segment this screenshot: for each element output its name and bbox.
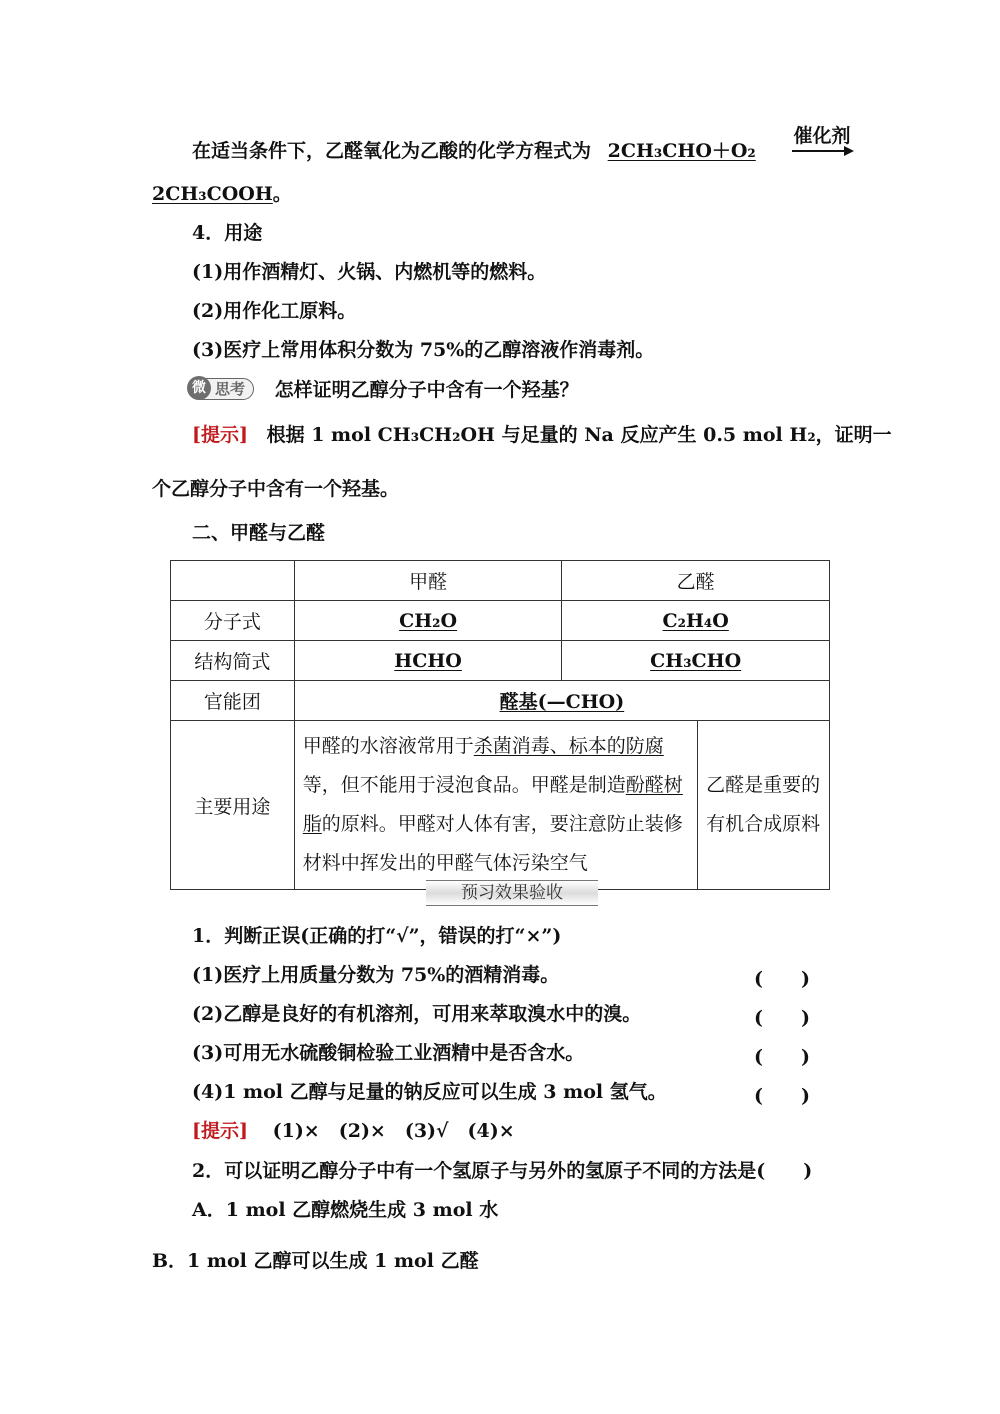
tip-label: [提示] xyxy=(192,1120,248,1142)
q1-item-2: (2)乙醇是良好的有机溶剂，可用来萃取溴水中的溴。 xyxy=(192,1003,642,1025)
equation-right-side: 2CH₃COOH xyxy=(152,183,273,205)
q1-answer-line xyxy=(192,1120,515,1143)
functional-group: 醛基(—CHO) xyxy=(499,691,625,713)
q1-item-1: (1)医疗上用质量分数为 75%的酒精消毒。 xyxy=(192,964,560,986)
q1-blank-4[interactable]: ( ) xyxy=(754,1085,810,1107)
table-row xyxy=(171,681,830,721)
table-corner-cell xyxy=(171,561,295,601)
row-label-formula: 分子式 xyxy=(171,601,295,641)
q1-blank-1[interactable]: ( ) xyxy=(754,968,810,990)
uses-item-3: (3)医疗上常用体积分数为 75%的乙醇溶液作消毒剂。 xyxy=(192,339,655,361)
think-answer-text: 根据 1 mol CH₃CH₂OH 与足量的 Na 反应产生 0.5 mol H₂，证明一 xyxy=(266,424,892,446)
row-label-structure: 结构简式 xyxy=(171,641,295,681)
table-row xyxy=(171,641,830,681)
q1-answers: (1)× (2)× (3)√ (4)× xyxy=(272,1120,515,1142)
uses-item-2: (2)用作化工原料。 xyxy=(192,300,357,322)
think-badge xyxy=(188,378,254,400)
q2-option-a[interactable]: A．1 mol 乙醇燃烧生成 3 mol 水 xyxy=(192,1199,499,1221)
equation-end: 。 xyxy=(272,183,292,205)
uses-item-1: (1)用作酒精灯、火锅、内燃机等的燃料。 xyxy=(192,261,547,283)
formaldehyde-use-highlight-1: 杀菌消毒、标本的防腐 xyxy=(473,735,664,757)
think-badge-icon: 微 xyxy=(187,376,211,400)
uses-heading: 4．用途 xyxy=(192,222,263,244)
row-label-group: 官能团 xyxy=(171,681,295,721)
think-answer-line-1 xyxy=(192,424,892,447)
catalyst-arrow xyxy=(792,121,852,160)
equation-lead-text: 在适当条件下，乙醛氧化为乙酸的化学方程式为 xyxy=(192,140,592,162)
acetaldehyde-formula: C₂H₄O xyxy=(662,609,729,632)
think-badge-label: 思考 xyxy=(215,380,246,398)
think-question: 怎样证明乙醇分子中含有一个羟基？ xyxy=(274,379,579,401)
q1-blank-2[interactable]: ( ) xyxy=(754,1007,810,1029)
q1-item-4: (4)1 mol 乙醇与足量的钠反应可以生成 3 mol 氢气。 xyxy=(192,1081,667,1103)
reaction-arrow-icon xyxy=(792,150,852,160)
think-question-line xyxy=(188,379,579,402)
header-formaldehyde: 甲醛 xyxy=(294,561,562,601)
catalyst-label: 催化剂 xyxy=(793,125,851,147)
q1-item-3: (3)可用无水硫酸铜检验工业酒精中是否含水。 xyxy=(192,1042,585,1064)
header-acetaldehyde: 乙醛 xyxy=(562,561,830,601)
q2-option-b[interactable]: B．1 mol 乙醇可以生成 1 mol 乙醛 xyxy=(152,1250,479,1272)
section-title: 二、甲醛与乙醛 xyxy=(192,522,326,544)
formaldehyde-use: 甲醛的水溶液常用于杀菌消毒、标本的防腐等，但不能用于浸泡食品。甲醛是制造酚醛树脂的原料。甲醛对人体有害，要注意防止装修材料中挥发出的甲醛气体污染空气 xyxy=(294,721,697,890)
equation-sentence xyxy=(192,140,756,163)
table-row xyxy=(171,601,830,641)
q1-blank-3[interactable]: ( ) xyxy=(754,1046,810,1068)
tip-label: [提示] xyxy=(192,424,248,446)
acetaldehyde-structure: CH₃CHO xyxy=(650,649,742,672)
aldehyde-table xyxy=(170,560,830,890)
table-header-row xyxy=(171,561,830,601)
formaldehyde-formula: CH₂O xyxy=(399,609,458,632)
equation-left-side: 2CH₃CHO＋O₂ xyxy=(607,140,756,162)
q1-title: 1．判断正误(正确的打“√”，错误的打“×”) xyxy=(192,925,562,947)
table-row xyxy=(171,721,830,890)
equation-product-line xyxy=(152,183,292,206)
formaldehyde-structure: HCHO xyxy=(394,649,462,672)
acetaldehyde-use: 乙醛是重要的有机合成原料 xyxy=(698,721,830,890)
q2-title: 2．可以证明乙醇分子中有一个氢原子与另外的氢原子不同的方法是( ) xyxy=(192,1160,813,1182)
row-label-use: 主要用途 xyxy=(171,721,295,890)
preview-check-banner: 预习效果验收 xyxy=(426,880,598,906)
think-answer-line-2: 个乙醇分子中含有一个羟基。 xyxy=(152,478,400,500)
formaldehyde-use-highlight-2: 酚醛树脂 xyxy=(302,774,683,835)
